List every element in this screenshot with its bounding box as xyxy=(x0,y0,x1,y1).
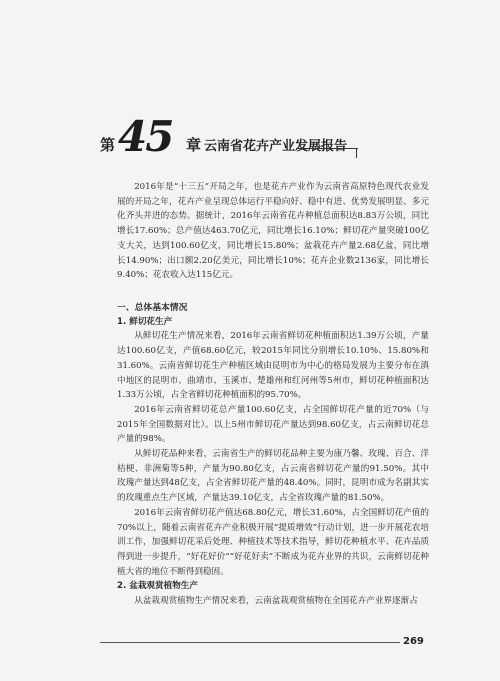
subsection-heading-cut-flowers: 1. 鲜切花生产 xyxy=(117,316,173,327)
subsection-heading-potted-plants: 2. 盆栽观赏植物生产 xyxy=(117,581,198,592)
cut-flowers-paragraph: 从鲜切花生产情况来看，2016年云南省鲜切花种植面积达1.39万公顷，产量达100.60亿支，产值68.60亿元，较2015年同比分别增长10.10%、15.80%和31.60%。云南省鲜切花生产种植区域由昆明市为中心的格局发展为主要分布在滇中地区的昆明市、曲靖市、玉溪市、楚雄州和红河州等5州市，鲜切花种植面积达1.33万公顷，占全省鲜切花种植面积的95.70%。 xyxy=(117,331,429,401)
chapter-number: 45 xyxy=(118,112,173,161)
cut-flowers-paragraph: 从鲜切花品种来看，云南省生产的鲜切花品种主要为康乃馨、玫瑰、百合、洋桔梗、非洲菊等5种，产量为90.80亿支，占云南省鲜切花产量的91.50%。其中玫瑰产量达到48亿支，占全省鲜切花产量的48.40%。同时，昆明市成为名副其实的玫瑰重点生产区域，产量达39.10亿支，占全省玫瑰产量的81.50%。 xyxy=(117,449,429,504)
potted-plants-paragraph: 从盆栽观赏植物生产情况来看，云南盆栽观赏植物在全国花卉产业界逐渐占 xyxy=(134,595,418,606)
section-spacer xyxy=(117,283,429,299)
cut-flowers-paragraph: 2016年云南省鲜切花总产量100.60亿支，占全国鲜切花产量的近70%（与2015年全国数据对比）。以上5州市鲜切花产量达到98.60亿支，占云南鲜切花总产量的98%。 xyxy=(117,404,429,445)
title-rule xyxy=(296,148,358,149)
title-rule-end xyxy=(356,148,357,158)
chapter-body xyxy=(117,180,429,609)
chapter-title: 云南省花卉产业发展报告 xyxy=(204,139,348,154)
chapter-suffix: 章 xyxy=(186,136,202,154)
chapter-header xyxy=(100,112,365,162)
intro-paragraph: 2016年是“十三五”开局之年，也是花卉产业作为云南省高原特色现代农业发展的开局之年，花卉产业呈现总体运行平稳向好、稳中有进、优势发展明显、多元化齐头并进的态势。据统计，2016年云南省花卉种植总面积达8.83万公顷，同比增长17.60%；总产值达463.70亿元，同比增长16.10%；鲜切花产量突破100亿支大关，达到100.60亿支，同比增长15.80%；盆栽花卉产量2.68亿盆，同比增长14.90%；出口额2.20亿美元，同比增长10%；花卉企业数2136家，同比增长9.40%；花农收入达115亿元。 xyxy=(117,182,429,281)
chapter-prefix: 第 xyxy=(100,136,116,154)
section-heading: 一、总体基本情况 xyxy=(117,302,188,313)
cut-flowers-paragraph: 2016年云南省鲜切花产值达68.80亿元，增长31.60%，占全国鲜切花产值的70%以上，随着云南省花卉产业积极开展“提质增效”行动计划，进一步开展花农培训工作，加强鲜切花采后处理、种植技术等技术指导，鲜切花种植水平、花卉品质得到进一步提升，“好花好价”“好花好卖”不断成为花卉业界的共识，云南鲜切花种植大省的地位不断得到稳固。 xyxy=(117,507,429,577)
footer-rule xyxy=(100,642,400,643)
page-number: 269 xyxy=(403,636,424,647)
